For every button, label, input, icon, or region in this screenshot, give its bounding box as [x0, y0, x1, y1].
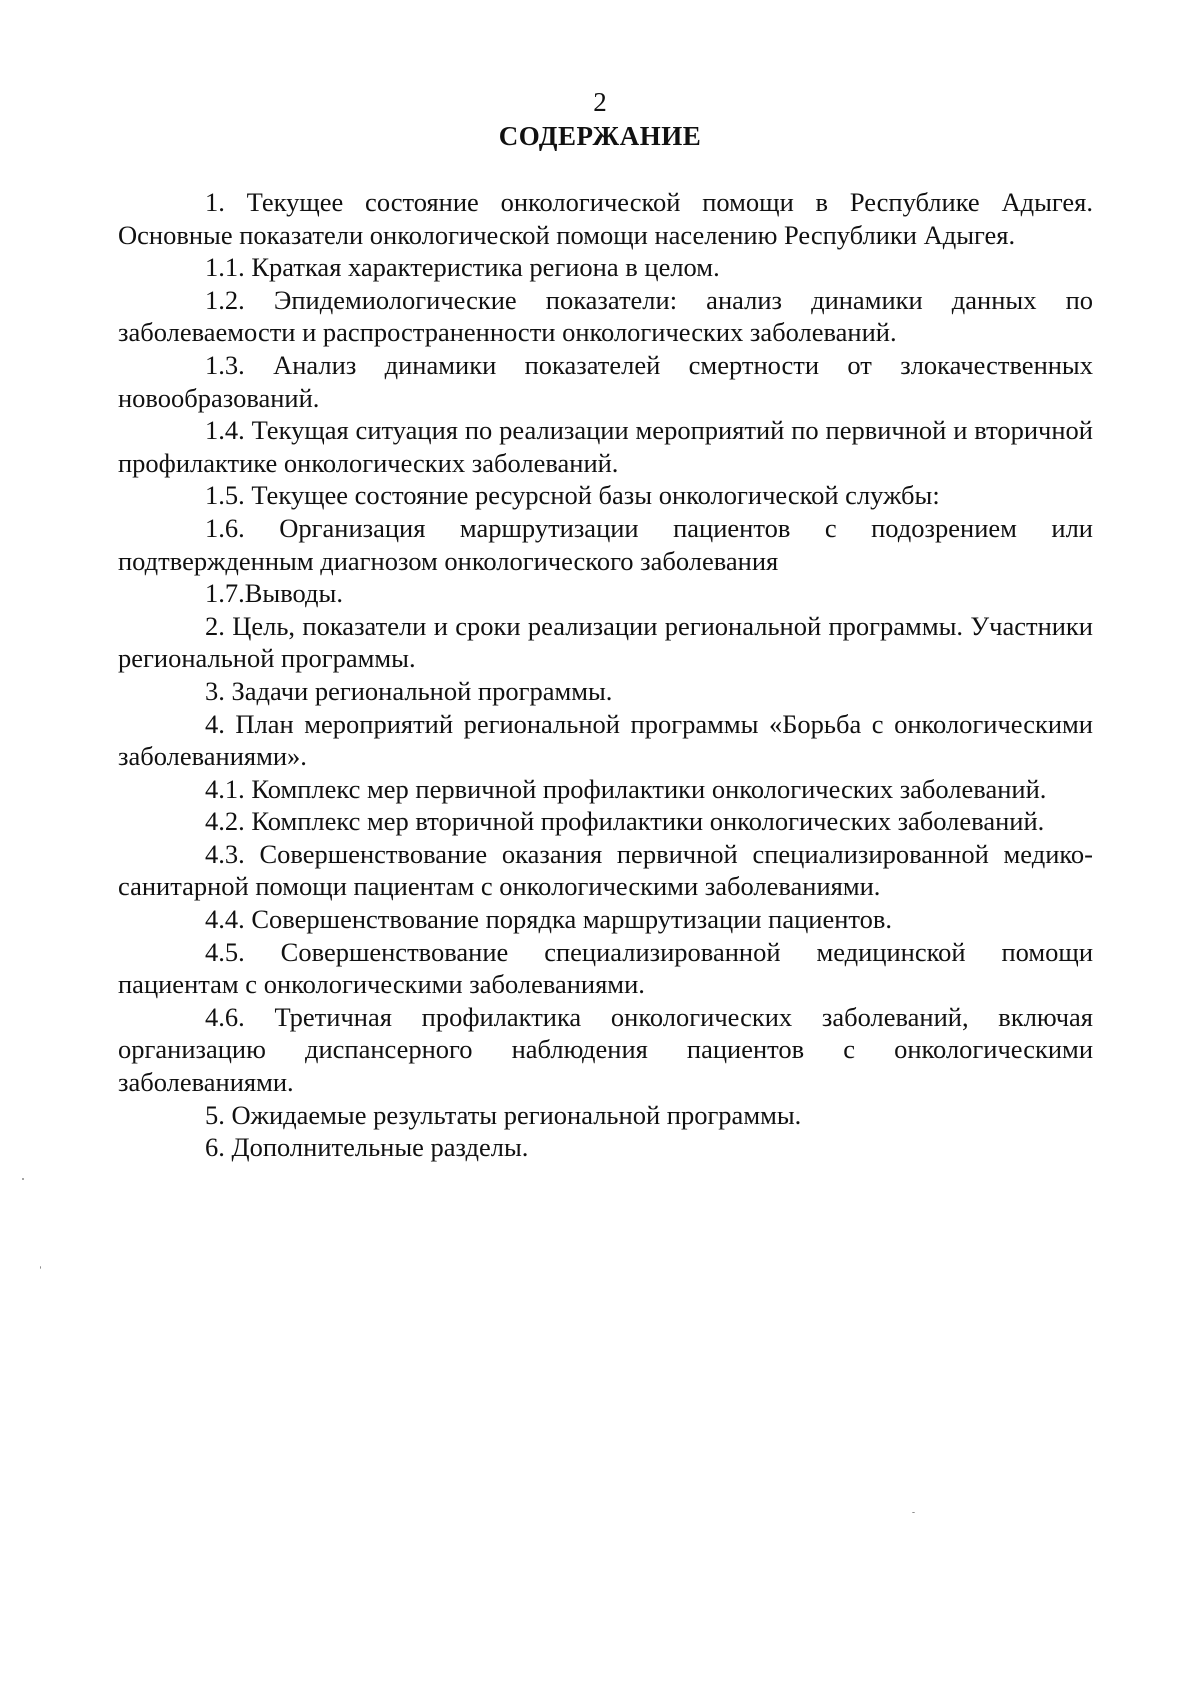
toc-entry: 4.4. Совершенствование порядка маршрутизации пациентов.: [205, 904, 893, 935]
table-of-contents: [118, 186, 1093, 1164]
toc-entry: 4.6. Третичная профилактика онкологических заболеваний, включая организацию диспансерного наблюдения пациентов с онкологическими заболеваниями.: [118, 1001, 1093, 1098]
toc-entry: 1.5. Текущее состояние ресурсной базы онкологической службы:: [205, 480, 940, 511]
toc-entry: 1.6. Организация маршрутизации пациентов с подозрением или подтвержденным диагнозом онкологического заболевания: [118, 512, 1093, 576]
toc-entry: 3. Задачи региональной программы.: [205, 675, 613, 706]
toc-entry: 5. Ожидаемые результаты региональной программы.: [205, 1099, 802, 1130]
toc-entry: 4.2. Комплекс мер вторичной профилактики онкологических заболеваний.: [205, 806, 1045, 837]
toc-entry: 4.5. Совершенствование специализированной медицинской помощи пациентам с онкологическими заболеваниями.: [118, 936, 1093, 1000]
toc-entry: 2. Цель, показатели и сроки реализации региональной программы. Участники региональной программы.: [118, 610, 1093, 674]
page-title: СОДЕРЖАНИЕ: [498, 121, 702, 151]
page-number: 2: [593, 87, 607, 117]
toc-entry: 1.1. Краткая характеристика региона в целом.: [205, 252, 720, 283]
toc-entry: 1.7.Выводы.: [205, 578, 343, 609]
toc-entry: 1.3. Анализ динамики показателей смертности от злокачественных новообразований.: [118, 349, 1093, 413]
toc-entry: 1.4. Текущая ситуация по реализации мероприятий по первичной и вторичной профилактике онкологических заболеваний.: [118, 415, 1093, 478]
toc-entry: 4.1. Комплекс мер первичной профилактики онкологических заболеваний.: [205, 773, 1047, 804]
toc-entry: 6. Дополнительные разделы.: [205, 1132, 529, 1163]
toc-entry: 1.2. Эпидемиологические показатели: анализ динамики данных по заболеваемости и распространенности онкологических заболеваний.: [118, 284, 1093, 348]
scan-speck: [912, 1512, 915, 1513]
toc-entry: 1. Текущее состояние онкологической помощи в Республике Адыгея. Основные показатели онкологической помощи населению Республики Адыгея.: [118, 187, 1093, 250]
scan-speck: [40, 1266, 41, 1269]
scan-speck: [22, 1178, 24, 1180]
toc-entry: 4.3. Совершенствование оказания первичной специализированной медико-санитарной помощи пациентам с онкологическими заболеваниями.: [118, 838, 1093, 902]
toc-entry: 4. План мероприятий региональной программы «Борьба с онкологическими заболеваниями».: [118, 708, 1093, 772]
